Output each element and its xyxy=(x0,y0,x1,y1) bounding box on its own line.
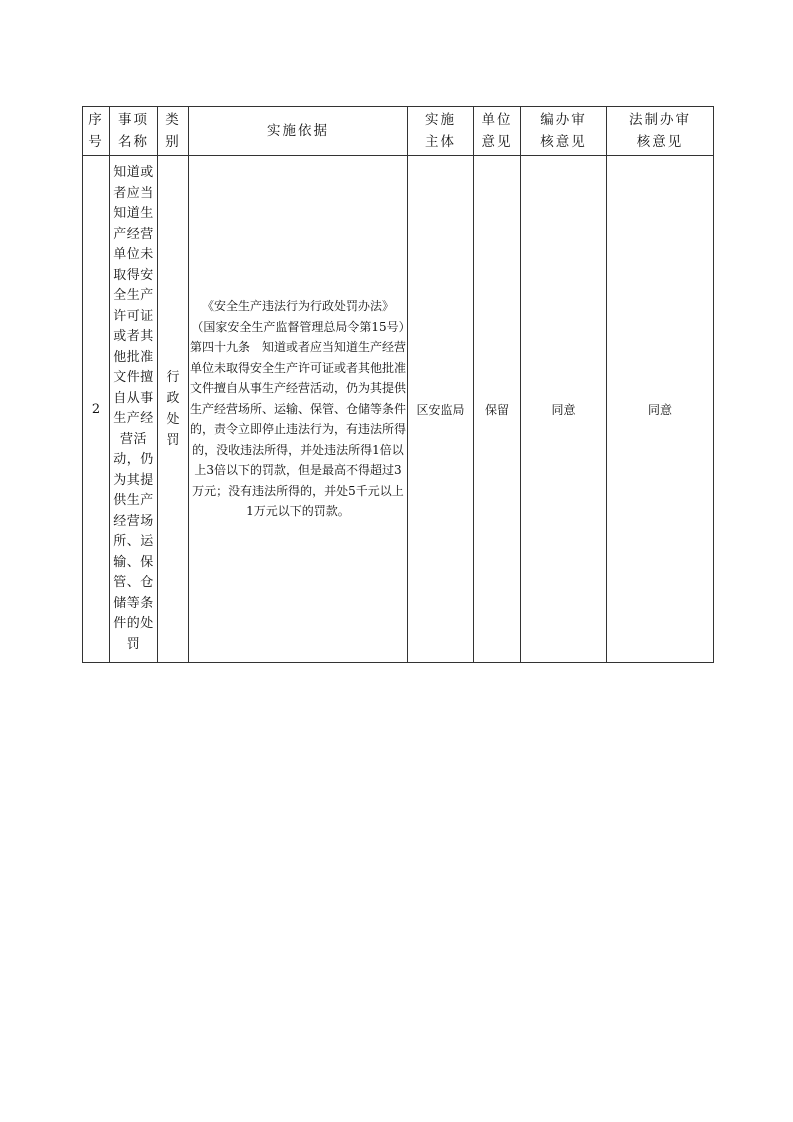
header-fazhi-opinion: 法制办审核意见 xyxy=(607,107,714,156)
basis-law-title: 《安全生产违法行为行政处罚办法》 xyxy=(201,299,394,314)
cell-category: 行政处罚 xyxy=(158,156,189,663)
header-unit-opinion: 单位意见 xyxy=(474,107,521,156)
basis-text: （国家安全生产监督管理总局令第15号）第四十九条 知道或者应当知道生产经营单位未取得安全生产许可证或者其他批准文件擅自从事生产经营活动，仍为其提供生产经营场所、运输、保管、仓储等条件的，责令立即停止违法行为，有违法所得的，没收违法所得，并处违法所得1倍以上3倍以下的罚款，但是最高不得超过3万元；没有违法所得的，并处5千元以上1万元以下的罚款。 xyxy=(189,319,406,519)
header-seq: 序号 xyxy=(83,107,110,156)
cell-seq: 2 xyxy=(83,156,110,663)
cell-fazhi-opinion: 同意 xyxy=(607,156,714,663)
header-subject: 实施主体 xyxy=(408,107,474,156)
cell-subject: 区安监局 xyxy=(408,156,474,663)
header-bianban-opinion: 编办审核意见 xyxy=(521,107,607,156)
header-basis: 实施依据 xyxy=(189,107,408,156)
header-name: 事项名称 xyxy=(110,107,158,156)
matters-table xyxy=(82,106,714,663)
cell-unit-opinion: 保留 xyxy=(474,156,521,663)
cell-basis xyxy=(189,156,408,663)
table-row xyxy=(83,156,714,663)
header-row xyxy=(83,107,714,156)
header-category: 类别 xyxy=(158,107,189,156)
cell-name: 知道或者应当知道生产经营单位未取得安全生产许可证或者其他批准文件擅自从事生产经营活动，仍为其提供生产经营场所、运输、保管、仓储等条件的处罚 xyxy=(110,156,158,663)
cell-bianban-opinion: 同意 xyxy=(521,156,607,663)
